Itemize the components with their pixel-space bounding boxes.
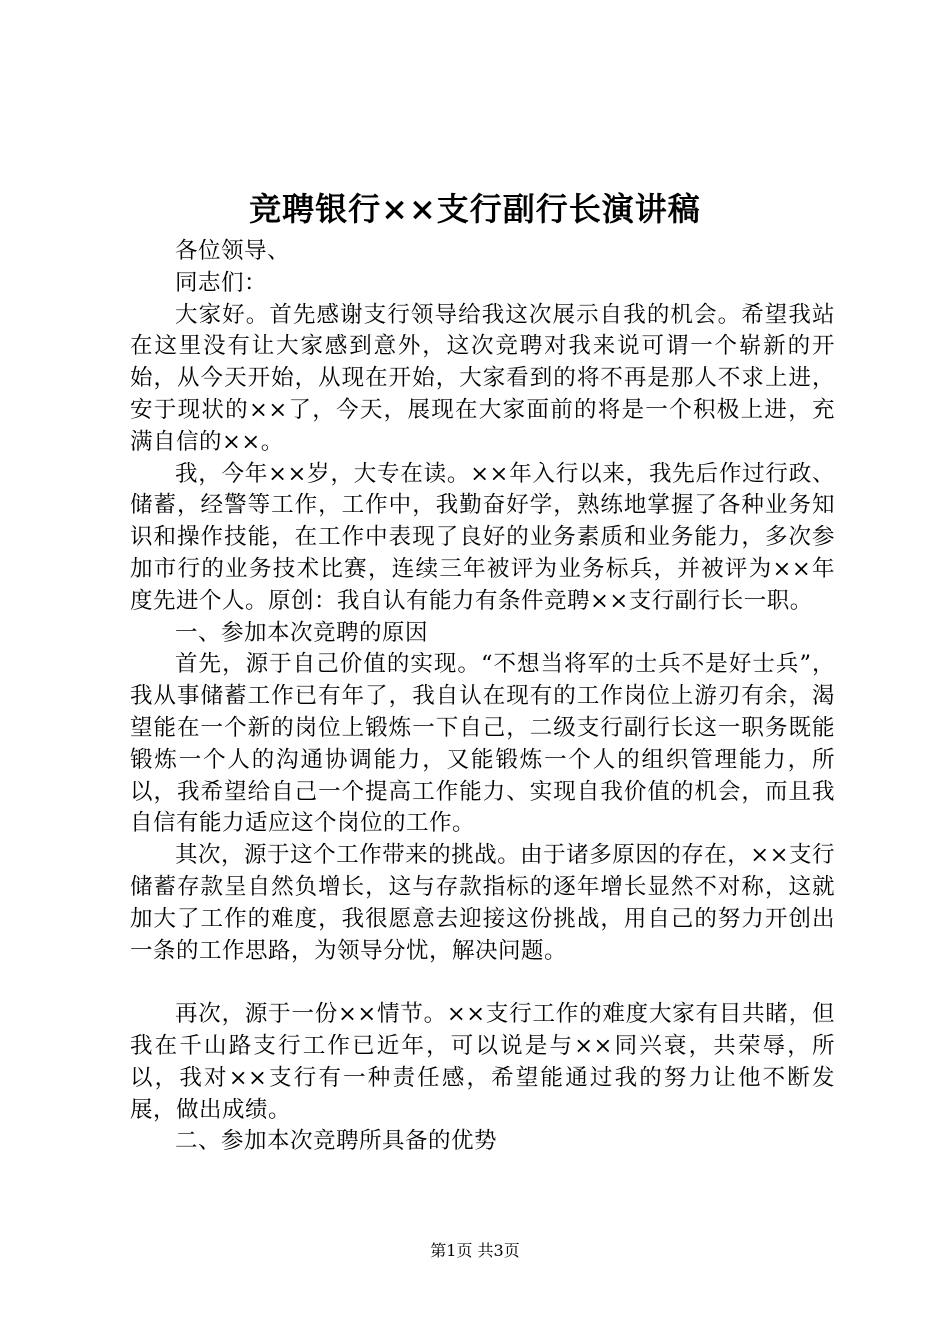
blank-line bbox=[130, 967, 835, 999]
document-body bbox=[130, 236, 835, 1158]
paragraph-intro: 大家好。首先感谢支行领导给我这次展示自我的机会。希望我站在这里没有让大家感到意外，这次竞聘对我来说可谓一个崭新的开始，从今天开始，从现在开始，大家看到的将不再是那人不求上进，安于现状的××了，今天，展现在大家面前的将是一个积极上进，充满自信的××。 bbox=[130, 301, 835, 455]
paragraph-reason-third: 再次，源于一份××情节。××支行工作的难度大家有目共睹，但我在千山路支行工作已近年，可以说是与××同兴衰，共荣辱，所以，我对××支行有一种责任感，希望能通过我的努力让他不断发展，做出成绩。 bbox=[130, 1001, 835, 1123]
section-heading-reasons: 一、参加本次竞聘的原因 bbox=[175, 619, 429, 646]
page-number-footer: 第1页 共3页 bbox=[430, 1241, 520, 1260]
paragraph-reason-second: 其次，源于这个工作带来的挑战。由于诸多原因的存在，××支行储蓄存款呈自然负增长，这与存款指标的逐年增长显然不对称，这就加大了工作的难度，我很愿意去迎接这份挑战，用自己的努力开创出一条的工作思路，为领导分忧，解决问题。 bbox=[130, 842, 835, 964]
document-title: 竞聘银行××支行副行长演讲稿 bbox=[249, 190, 701, 228]
salutation-comrades: 同志们： bbox=[175, 269, 268, 296]
paragraph-reason-first: 首先，源于自己价值的实现。“不想当将军的士兵不是好士兵”，我从事储蓄工作已有年了，我自认在现有的工作岗位上游刃有余，渴望能在一个新的岗位上锻炼一下自己，二级支行副行长这一职务既能锻炼一个人的沟通协调能力，又能锻炼一个人的组织管理能力，所以，我希望给自己一个提高工作能力、实现自我价值的机会，而且我自信有能力适应这个岗位的工作。 bbox=[130, 651, 835, 837]
paragraph-self-introduction: 我，今年××岁，大专在读。××年入行以来，我先后作过行政、储蓄，经警等工作，工作中，我勤奋好学，熟练地掌握了各种业务知识和操作技能，在工作中表现了良好的业务素质和业务能力，多次参加市行的业务技术比赛，连续三年被评为业务标兵，并被评为××年度先进个人。原创：我自认有能力有条件竞聘××支行副行长一职。 bbox=[130, 460, 835, 614]
section-heading-advantages: 二、参加本次竞聘所具备的优势 bbox=[175, 1128, 498, 1155]
salutation-leaders: 各位领导、 bbox=[175, 238, 291, 264]
